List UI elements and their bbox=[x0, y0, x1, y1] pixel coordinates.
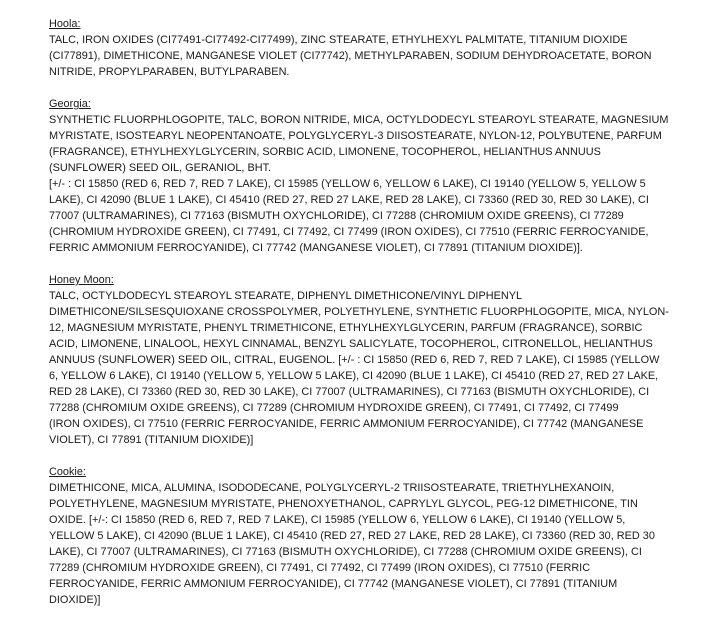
ingredients-document bbox=[49, 16, 679, 624]
section-heading: Georgia: bbox=[49, 98, 91, 110]
section-hoola bbox=[49, 16, 679, 80]
ingredient-list: TALC, OCTYLDODECYL STEAROYL STEARATE, DIPHENYL DIMETHICONE/VINYL DIPHENYL DIMETHICONE/SILSESQUIOXANE CROSSPOLYMER, POLYETHYLENE, SYNTHETIC FLUORPHLOGOPITE, MICA, NYLON- 12, MAGNESIUM MYRISTATE, PHENYL TRIMETHICONE, ETHYLHEXYLGLYCERIN, PARFUM (FRAGRANCE), SORBIC ACID, LIMONENE, LINALOOL, HEXYL CINNAMAL, BENZYL SALICYLATE, TOCOPHEROL, CITRONELLOL, HELIANTHUS ANNUUS (SUNFLOWER) SEED OIL, CITRAL, EUGENOL. [+/- : CI 15850 (RED 6, RED 7, RED 7 LAKE), CI 15985 (YELLOW 6, YELLOW 6 LAKE), CI 19140 (YELLOW 5, YELLOW 5 LAKE), CI 42090 (BLUE 1 LAKE), CI 45410 (RED 27, RED 27 LAKE, RED 28 LAKE), CI 73360 (RED 30, RED 30 LAKE), CI 77007 (ULTRAMARINES), CI 77163 (BISMUTH OXYCHLORIDE), CI 77288 (CHROMIUM OXIDE GREENS), CI 77289 (CHROMIUM HYDROXIDE GREEN), CI 77491, CI 77492, CI 77499 (IRON OXIDES), CI 77510 (FERRIC FERROCYANIDE, FERRIC AMMONIUM FERROCYANIDE), CI 77742 (MANGANESE VIOLET), CI 77891 (TITANIUM DIOXIDE)] bbox=[49, 290, 669, 446]
section-honey-moon bbox=[49, 272, 679, 448]
section-heading: Hoola: bbox=[49, 18, 81, 30]
ingredient-list: SYNTHETIC FLUORPHLOGOPITE, TALC, BORON NITRIDE, MICA, OCTYLDODECYL STEAROYL STEARATE, MAGNESIUM MYRISTATE, ISOSTEARYL NEOPENTANOATE, POLYGLYCERYL-3 DIISOSTEARATE, NYLON-12, POLYBUTENE, PARFUM (FRAGRANCE), ETHYLHEXYLGLYCERIN, SORBIC ACID, LIMONENE, TOCOPHEROL, HELIANTHUS ANNUUS (SUNFLOWER) SEED OIL, GERANIOL, BHT. [+/- : CI 15850 (RED 6, RED 7, RED 7 LAKE), CI 15985 (YELLOW 6, YELLOW 6 LAKE), CI 19140 (YELLOW 5, YELLOW 5 LAKE), CI 42090 (BLUE 1 LAKE), CI 45410 (RED 27, RED 27 LAKE, RED 28 LAKE), CI 73360 (RED 30, RED 30 LAKE), CI 77007 (ULTRAMARINES), CI 77163 (BISMUTH OXYCHLORIDE), CI 77288 (CHROMIUM OXIDE GREENS), CI 77289 (CHROMIUM HYDROXIDE GREEN), CI 77491, CI 77492, CI 77499 (IRON OXIDES), CI 77510 (FERRIC FERROCYANIDE, FERRIC AMMONIUM FERROCYANIDE), CI 77742 (MANGANESE VIOLET), CI 77891 (TITANIUM DIOXIDE)]. bbox=[49, 114, 669, 254]
section-heading: Cookie: bbox=[49, 466, 86, 478]
section-heading: Honey Moon: bbox=[49, 274, 114, 286]
section-cookie bbox=[49, 464, 679, 608]
ingredient-list: DIMETHICONE, MICA, ALUMINA, ISODODECANE, POLYGLYCERYL-2 TRIISOSTEARATE, TRIETHYLHEXANOIN, POLYETHYLENE, MAGNESIUM MYRISTATE, PHENOXYETHANOL, CAPRYLYL GLYCOL, PEG-12 DIMETHICONE, TIN OXIDE. [+/-: CI 15850 (RED 6, RED 7, RED 7 LAKE), CI 15985 (YELLOW 6, YELLOW 6 LAKE), CI 19140 (YELLOW 5, YELLOW 5 LAKE), CI 42090 (BLUE 1 LAKE), CI 45410 (RED 27, RED 27 LAKE, RED 28 LAKE), CI 73360 (RED 30, RED 30 LAKE), CI 77007 (ULTRAMARINES), CI 77163 (BISMUTH OXYCHLORIDE), CI 77288 (CHROMIUM OXIDE GREENS), CI 77289 (CHROMIUM HYDROXIDE GREEN), CI 77491, CI 77492, CI 77499 (IRON OXIDES), CI 77510 (FERRIC FERROCYANIDE, FERRIC AMMONIUM FERROCYANIDE), CI 77742 (MANGANESE VIOLET), CI 77891 (TITANIUM DIOXIDE)] bbox=[49, 482, 655, 606]
section-georgia bbox=[49, 96, 679, 256]
ingredient-list: TALC, IRON OXIDES (CI77491-CI77492-CI77499), ZINC STEARATE, ETHYLHEXYL PALMITATE, TITANIUM DIOXIDE (CI77891), DIMETHICONE, MANGANESE VIOLET (CI77742), METHYLPARABEN, SODIUM DEHYDROACETATE, BORON NITRIDE, PROPYLPARABEN, BUTYLPARABEN. bbox=[49, 34, 652, 78]
